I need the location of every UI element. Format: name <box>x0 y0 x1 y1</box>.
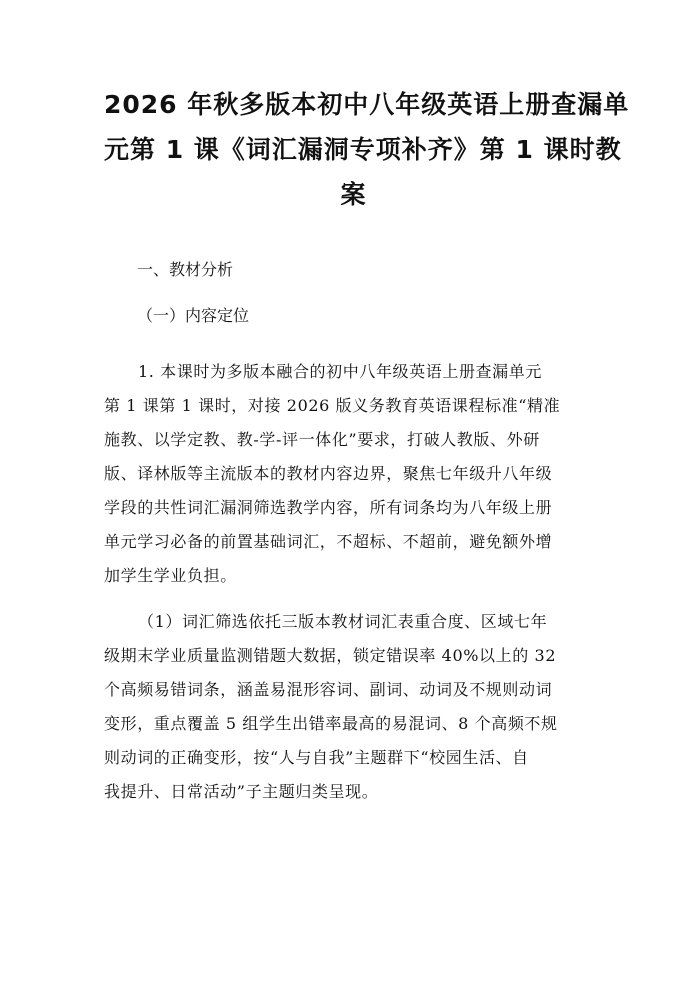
paragraph-vocabulary-selection <box>104 605 603 809</box>
paragraph-line: 我提升、日常活动”子主题归类呈现。 <box>104 782 379 801</box>
paragraph-line: 学段的共性词汇漏洞筛选教学内容，所有词条均为八年级上册 <box>104 498 553 517</box>
document-page <box>0 82 700 987</box>
paragraph-line: 单元学习必备的前置基础词汇，不超标、不超前，避免额外增 <box>104 532 553 551</box>
title-line: 2026 年秋多版本初中八年级英语上册查漏单 <box>104 90 630 119</box>
paragraph-line: 则动词的正确变形，按“人与自我”主题群下“校园生活、自 <box>104 748 529 767</box>
paragraph-line: 第 1 课第 1 课时，对接 2026 版义务教育英语课程标准“精准 <box>104 396 561 415</box>
paragraph-line: 1. 本课时为多版本融合的初中八年级英语上册查漏单元 <box>138 362 542 381</box>
paragraph-line: 加学生学业负担。 <box>104 566 237 585</box>
document-title <box>104 82 630 217</box>
subsection-heading: （一）内容定位 <box>137 306 250 325</box>
section-heading: 一、教材分析 <box>137 260 234 279</box>
paragraph-line: 变形，重点覆盖 5 组学生出错率最高的易混词、8 个高频不规 <box>104 714 558 733</box>
paragraph-line: 版、译林版等主流版本的教材内容边界，聚焦七年级升八年级 <box>104 464 553 483</box>
paragraph-line: （1）词汇筛选依托三版本教材词汇表重合度、区域七年 <box>138 612 548 631</box>
paragraph-line: 施教、以学定教、教-学-评一体化”要求，打破人教版、外研 <box>104 430 540 449</box>
paragraph-content-positioning <box>104 355 603 593</box>
paragraph-line: 级期末学业质量监测错题大数据，锁定错误率 40%以上的 32 <box>104 646 557 665</box>
title-line: 元第 1 课《词汇漏洞专项补齐》第 1 课时教 <box>104 135 622 164</box>
paragraph-line: 个高频易错词条，涵盖易混形容词、副词、动词及不规则动词 <box>104 680 553 699</box>
title-line: 案 <box>340 180 367 209</box>
